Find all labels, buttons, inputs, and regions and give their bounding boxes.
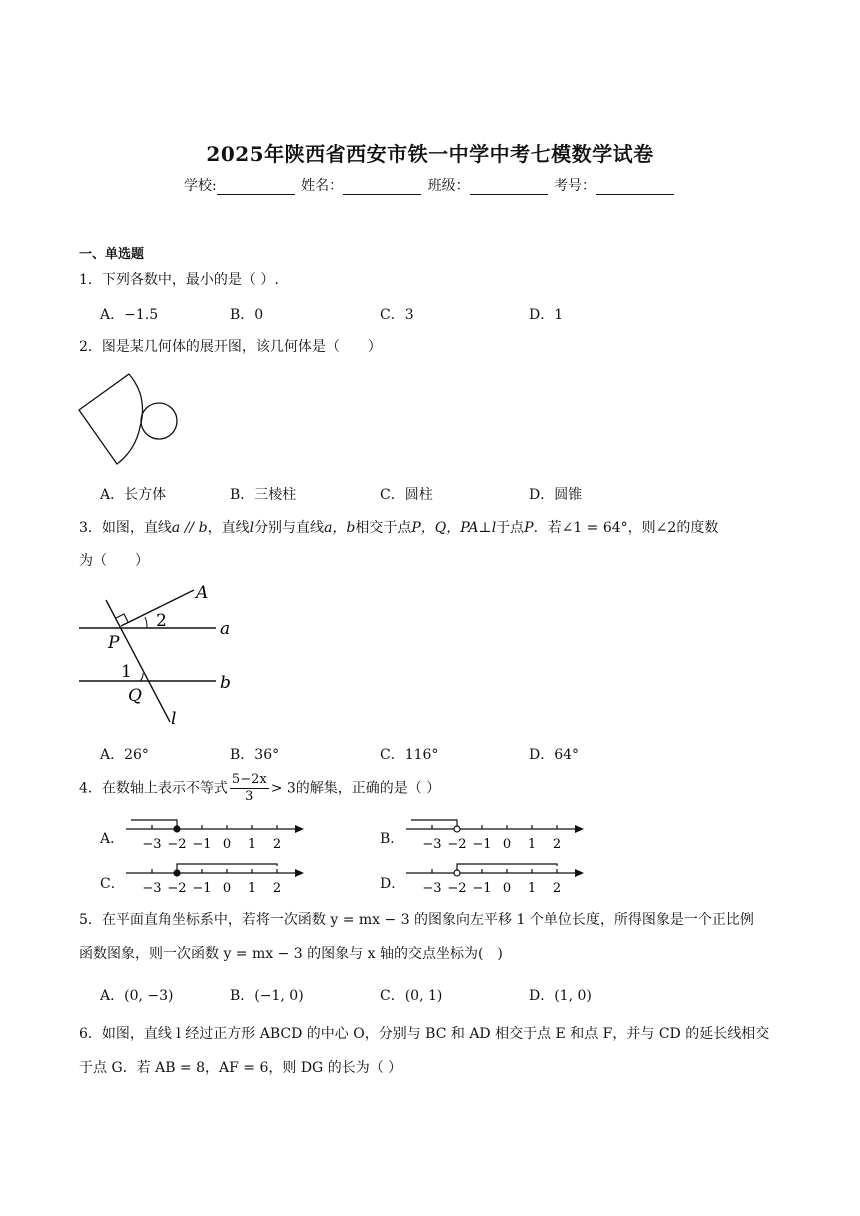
q2-option-b: B．三棱柱	[230, 487, 297, 503]
school-label: 学校:	[183, 178, 217, 194]
question-6-line-2: 于点 G．若 AB = 8，AF = 6，则 DG 的长为（ ）	[79, 1060, 403, 1076]
school-blank	[217, 180, 295, 195]
q4-option-a-label: A．	[100, 831, 125, 847]
question-1-text: 1．下列各数中，最小的是（ ）.	[79, 272, 279, 288]
tick-label: 0	[502, 837, 512, 852]
inequality-fraction: $\frac{5-2x}{3}$	[231, 772, 267, 804]
tick-label: −2	[447, 837, 467, 852]
section-title: 一、单选题	[79, 247, 145, 262]
tick-label: −1	[472, 881, 492, 896]
q3-option-c: C．116°	[380, 747, 439, 763]
q2-option-a: A．长方体	[100, 487, 167, 503]
tick-label: −3	[142, 837, 162, 852]
tick-label: 2	[552, 881, 562, 896]
tick-label: 2	[272, 881, 282, 896]
question-3-line-2: 为（ ）	[79, 553, 149, 569]
label-angle-2: 2	[156, 611, 167, 631]
q5-option-d: D．(1, 0)	[529, 988, 592, 1004]
q5-option-a: A．(0, −3)	[100, 988, 174, 1004]
id-label: 考号：	[554, 178, 597, 194]
q2-option-d: D．圆锥	[529, 487, 583, 503]
label-a: a	[220, 619, 231, 639]
q3-option-a: A．26°	[100, 747, 149, 763]
open-endpoint	[454, 870, 460, 876]
q1-option-a: A．−1.5	[100, 307, 159, 323]
parallel-lines-figure	[70, 580, 250, 730]
q4-option-c-label: C．	[100, 876, 125, 892]
q4-option-d-label: D．	[380, 876, 406, 892]
q5-option-b: B．(−1, 0)	[230, 988, 304, 1004]
question-4-text: 4．在数轴上表示不等式 $\frac{5-2x}{3}$ > 3的解集，正确的是（ ）	[79, 772, 441, 804]
tick-label: −3	[422, 837, 442, 852]
tick-label: −3	[422, 881, 442, 896]
label-P: P	[108, 633, 120, 653]
q3-option-b: B．36°	[230, 747, 280, 763]
tick-label: 0	[222, 881, 232, 896]
question-5-line-2: 函数图象，则一次函数 y = mx − 3 的图象与 x 轴的交点坐标为( )	[79, 946, 503, 962]
tick-label: 0	[502, 881, 512, 896]
tick-label: −2	[167, 881, 187, 896]
q5-option-c: C．(0, 1)	[380, 988, 443, 1004]
tick-label: 1	[527, 881, 537, 896]
q1-option-c: C．3	[380, 307, 414, 323]
label-angle-1: 1	[121, 662, 132, 682]
label-b: b	[220, 673, 231, 693]
name-label: 姓名：	[301, 178, 344, 194]
tick-label: −1	[472, 837, 492, 852]
question-2-text: 2．图是某几何体的展开图，该几何体是（ ）	[79, 339, 382, 355]
tick-label: 1	[247, 837, 257, 852]
student-info-row	[0, 175, 860, 195]
q2-option-c: C．圆柱	[380, 487, 433, 503]
q1-option-d: D．1	[529, 307, 564, 323]
page-title: 2025年陕西省西安市铁一中学中考七模数学试卷	[206, 142, 654, 166]
class-label: 班级：	[427, 178, 470, 194]
tick-label: −1	[192, 881, 212, 896]
question-5-line-1: 5．在平面直角坐标系中，若将一次函数 y = mx − 3 的图象向左平移 1 个单位长度，所得图象是一个正比例	[79, 912, 754, 928]
tick-label: −1	[192, 837, 212, 852]
label-l: l	[171, 709, 177, 729]
question-6-line-1: 6．如图，直线 l 经过正方形 ABCD 的中心 O，分别与 BC 和 AD 相交于点 E 和点 F，并与 CD 的延长线相交	[79, 1026, 770, 1042]
q4-number-line-a	[122, 814, 308, 854]
q4-number-line-d	[402, 858, 588, 898]
tick-label: 1	[247, 881, 257, 896]
q4-number-line-c	[122, 858, 308, 898]
question-3-line-1: 3．如图，直线a // b，直线l分别与直线a，b相交于点P，Q，PA⊥l于点P．若∠1 = 64°，则∠2的度数	[79, 520, 719, 536]
q4-option-b-label: B．	[380, 831, 405, 847]
name-blank	[343, 180, 421, 195]
label-Q: Q	[128, 686, 142, 706]
open-endpoint	[454, 826, 460, 832]
q4-number-line-b	[402, 814, 588, 854]
label-A: A	[196, 583, 209, 603]
cone-net-figure	[70, 368, 190, 472]
tick-label: −2	[167, 837, 187, 852]
solid-endpoint	[174, 870, 180, 876]
q3-option-d: D．64°	[529, 747, 580, 763]
tick-label: −3	[142, 881, 162, 896]
tick-label: 0	[222, 837, 232, 852]
solid-endpoint	[174, 826, 180, 832]
tick-label: −2	[447, 881, 467, 896]
tick-label: 1	[527, 837, 537, 852]
tick-label: 2	[552, 837, 562, 852]
id-blank	[596, 180, 674, 195]
q1-option-b: B．0	[230, 307, 264, 323]
tick-label: 2	[272, 837, 282, 852]
class-blank	[470, 180, 548, 195]
